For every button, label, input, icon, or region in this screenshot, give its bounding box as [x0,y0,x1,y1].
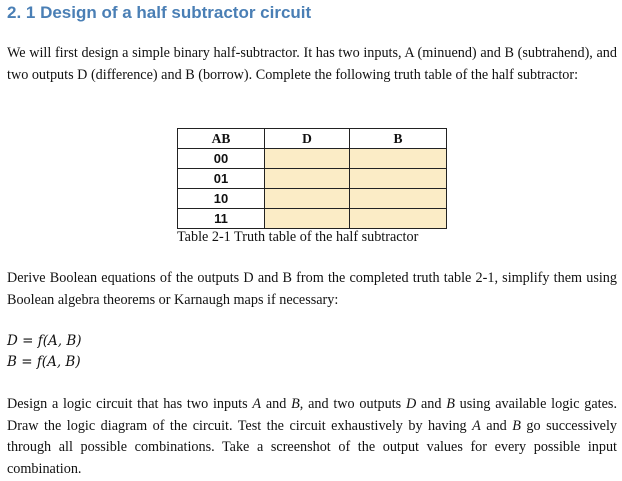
difference-cell[interactable] [265,189,350,209]
design-paragraph [7,394,617,480]
borrow-cell[interactable] [350,169,447,189]
table-caption: Table 2-1 Truth table of the half subtractor [177,229,419,245]
variable-b: B [446,396,455,412]
difference-cell[interactable] [265,209,350,229]
design-text: using available logic gates. Draw the logic diagram of the circuit. Test the circuit exhaustively by having [7,396,617,434]
header-ab: AB [178,129,265,149]
input-cell: 01 [178,169,265,189]
truth-table-header-row [178,129,447,149]
equation-d: D = f(A, B) [7,333,82,349]
truth-table [177,128,447,229]
design-text: Design a logic circuit that has two inputs [7,396,253,412]
table-row [178,209,447,229]
design-text: and [261,396,292,412]
table-row [178,169,447,189]
input-cell: 11 [178,209,265,229]
section-heading: 2. 1 Design of a half subtractor circuit [7,3,312,22]
difference-cell[interactable] [265,169,350,189]
variable-a: A [472,417,481,434]
variable-b: B [512,417,521,434]
variable-b: B [291,396,300,412]
intro-paragraph: We will first design a simple binary half-subtractor. It has two inputs, A (minuend) and B (subtrahend), and two outputs D (difference) and B (borrow). Complete the following truth table of the half subtractor: [7,45,617,83]
borrow-cell[interactable] [350,149,447,169]
header-d: D [265,129,350,149]
design-text: and [416,396,447,412]
design-text: and [480,417,513,434]
table-row [178,189,447,209]
table-row [178,149,447,169]
variable-d: D [405,396,417,412]
input-cell: 00 [178,149,265,169]
equation-b: B = f(A, B) [7,354,81,370]
borrow-cell[interactable] [350,209,447,229]
design-text: , and two outputs [299,396,406,412]
borrow-cell[interactable] [350,189,447,209]
input-cell: 10 [178,189,265,209]
header-b: B [350,129,447,149]
variable-a: A [252,396,262,412]
difference-cell[interactable] [265,149,350,169]
derive-paragraph: Derive Boolean equations of the outputs D and B from the completed truth table 2-1, simplify them using Boolean algebra theorems or Karnaugh maps if necessary: [7,270,617,308]
design-text: go successively through all possible combinations. Take a screenshot of the output values for every possible input combination. [7,417,618,477]
